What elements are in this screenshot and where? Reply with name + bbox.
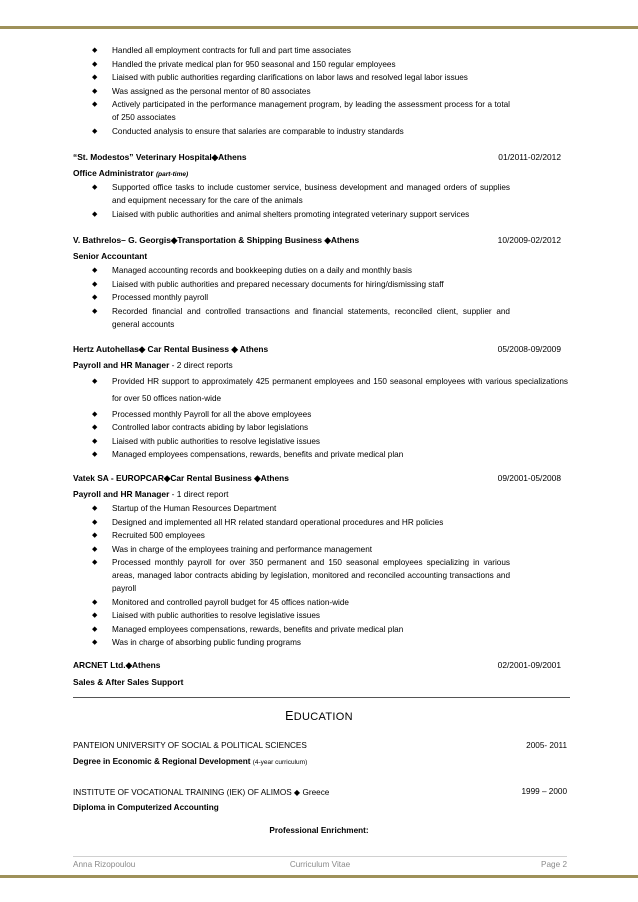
job-role: Office Administrator (part-time) [73, 168, 189, 178]
school-row [73, 787, 567, 797]
diamond-bullet-icon: ◆ [92, 60, 98, 68]
diamond-bullet-icon: ◆ [92, 127, 98, 135]
school-dates: 1999 – 2000 [521, 787, 567, 796]
diamond-bullet-icon: ◆ [92, 294, 98, 301]
list-item: ◆ Managed accounting records and bookkeeping duties on a daily and monthly basis [92, 266, 412, 275]
degree: Degree in Economic & Regional Development (4-year curriculum) [73, 757, 308, 766]
school-row [73, 741, 567, 750]
diamond-bullet-icon: ◆ [92, 307, 98, 315]
school-dates: 2005- 2011 [526, 741, 567, 750]
job-header [73, 473, 567, 483]
job-duties-list [90, 373, 568, 462]
list-item: ◆ Conducted analysis to ensure that salaries are comparable to industry standards [92, 126, 404, 136]
section-title-education: EDUCATION [285, 709, 353, 723]
job-header [73, 660, 567, 670]
diamond-bullet-icon: ◆ [92, 210, 98, 218]
job-duties-list [90, 502, 510, 650]
diamond-bullet-icon: ◆ [92, 424, 98, 431]
list-item: ◆ Managed employees compensations, rewards, benefits and private medical plan [92, 450, 404, 459]
degree-note: (4-year curriculum) [252, 759, 308, 766]
role-extra: - 2 direct reports [171, 360, 233, 370]
diamond-bullet-icon: ◆ [92, 184, 98, 191]
bottom-rule [0, 875, 638, 878]
continued-duties-list [90, 44, 510, 138]
footer-page-number: Page 2 [541, 860, 567, 869]
list-item: ◆ Monitored and controlled payroll budget for 45 offices nation-wide [92, 597, 349, 607]
diamond-bullet-icon: ◆ [92, 74, 98, 81]
diamond-bullet-icon: ◆ [92, 639, 98, 646]
list-item: ◆ Processed monthly payroll for over 350 permanent and 150 seasonal employees specializing in various areas, managed labor contracts abiding by legislation, monitored and reconciled accounting transactions and payroll [92, 558, 510, 593]
job-dates: 05/2008-09/2009 [497, 344, 561, 354]
diamond-bullet-icon: ◆ [92, 612, 98, 619]
job-role: Senior Accountant [73, 251, 148, 261]
job-dates: 01/2011-02/2012 [498, 152, 561, 162]
list-item: ◆ Supported office tasks to include customer service, business development and managed orders of supplies and equipment necessary for the care of the animals [92, 183, 510, 205]
employer-name: Hertz Autohellas◆ Car Rental Business ◆ Athens [73, 344, 269, 354]
job-role: Payroll and HR Manager - 1 direct report [73, 489, 229, 499]
list-item: ◆ Recruited 500 employees [92, 531, 205, 540]
diamond-bullet-icon: ◆ [92, 545, 98, 553]
list-item: ◆ Liaised with public authorities and prepared necessary documents for hiring/dismissing staff [92, 279, 444, 289]
diamond-bullet-icon: ◆ [92, 559, 98, 566]
footer-doc-title: Curriculum Vitae [289, 860, 351, 869]
school-name: INSTITUTE OF VOCATIONAL TRAINING (IEK) OF ALIMOS ◆ Greece [73, 788, 330, 797]
employer-name: ARCNET Ltd.◆Athens [73, 660, 161, 670]
diamond-bullet-icon: ◆ [92, 87, 98, 95]
list-item: ◆ Liaised with public authorities to resolve legislative issues [92, 611, 320, 620]
footer-author: Anna Rizopoulou [73, 860, 136, 869]
diamond-bullet-icon: ◆ [92, 625, 98, 633]
list-item: ◆ Controlled labor contracts abiding by labor legislations [92, 423, 309, 432]
diamond-bullet-icon: ◆ [92, 410, 98, 418]
list-item: ◆ Was in charge of the employees training and performance management [92, 544, 373, 554]
list-item: ◆ Was assigned as the personal mentor of 80 associates [92, 86, 311, 96]
job-header [73, 235, 567, 245]
diamond-bullet-icon: ◆ [92, 47, 98, 54]
job-role: Sales & After Sales Support [73, 677, 184, 687]
school-name: PANTEION UNIVERSITY OF SOCIAL & POLITICAL SCIENCES [73, 741, 307, 750]
list-item: ◆ Processed monthly payroll [92, 293, 209, 302]
diamond-bullet-icon: ◆ [92, 532, 98, 539]
diamond-bullet-icon: ◆ [92, 505, 98, 512]
employer-name: “St. Modestos” Veterinary Hospital◆Athens [73, 152, 247, 162]
list-item: ◆ Recorded financial and controlled transactions and financial statements, reconciled client, supplier and general accounts [92, 306, 510, 329]
list-item: ◆ Liaised with public authorities and animal shelters promoting integrated veterinary support services [92, 209, 470, 219]
degree: Diploma in Computerized Accounting [73, 803, 219, 812]
diamond-bullet-icon: ◆ [92, 437, 98, 445]
list-item: ◆ Designed and implemented all HR related standard operational procedures and HR policies [92, 517, 444, 527]
diamond-bullet-icon: ◆ [92, 598, 98, 606]
diamond-bullet-icon: ◆ [92, 518, 98, 526]
job-header [73, 152, 567, 162]
list-item: ◆ Liaised with public authorities to resolve legislative issues [92, 436, 320, 446]
diamond-bullet-icon: ◆ [92, 378, 98, 385]
diamond-bullet-icon: ◆ [92, 267, 98, 274]
job-dates: 09/2001-05/2008 [497, 473, 561, 483]
job-dates: 02/2001-09/2001 [497, 660, 561, 670]
employer-name: Vatek SA - EUROPCAR◆Car Rental Business ◆Athens [73, 473, 289, 483]
professional-enrichment-heading: Professional Enrichment: [269, 826, 369, 835]
role-extra: - 1 direct report [171, 489, 229, 499]
footer-divider [73, 856, 567, 857]
list-item: ◆ Processed monthly Payroll for all the above employees [92, 409, 312, 419]
list-item: ◆ Handled all employment contracts for full and part time associates [92, 46, 351, 55]
job-header [73, 344, 567, 354]
role-note: (part-time) [156, 171, 189, 178]
employer-name: V. Bathrelos– G. Georgis◆Transportation & Shipping Business ◆Athens [73, 235, 360, 245]
list-item: ◆ Was in charge of absorbing public funding programs [92, 638, 302, 647]
job-duties-list [90, 264, 510, 331]
job-role: Payroll and HR Manager - 2 direct reports [73, 360, 233, 370]
job-dates: 10/2009-02/2012 [497, 235, 561, 245]
job-duties-list [90, 181, 510, 221]
diamond-bullet-icon: ◆ [92, 101, 98, 108]
diamond-bullet-icon: ◆ [92, 451, 98, 458]
list-item: ◆ Managed employees compensations, rewards, benefits and private medical plan [92, 624, 404, 634]
diamond-bullet-icon: ◆ [92, 280, 98, 288]
list-item: ◆ Liaised with public authorities regarding clarifications on labor laws and resolved legal labor issues [92, 73, 468, 82]
list-item: ◆ Actively participated in the performance management program, by leading the assessment process for a total of 250 associates [92, 100, 510, 122]
list-item: ◆ Provided HR support to approximately 425 permanent employees and 150 seasonal employees with various specializations for over 50 offices nation-wide [90, 373, 568, 407]
list-item: ◆ Handled the private medical plan for 950 seasonal and 150 regular employees [92, 59, 396, 69]
list-item: ◆ Startup of the Human Resources Department [92, 504, 277, 513]
section-divider [73, 697, 570, 698]
